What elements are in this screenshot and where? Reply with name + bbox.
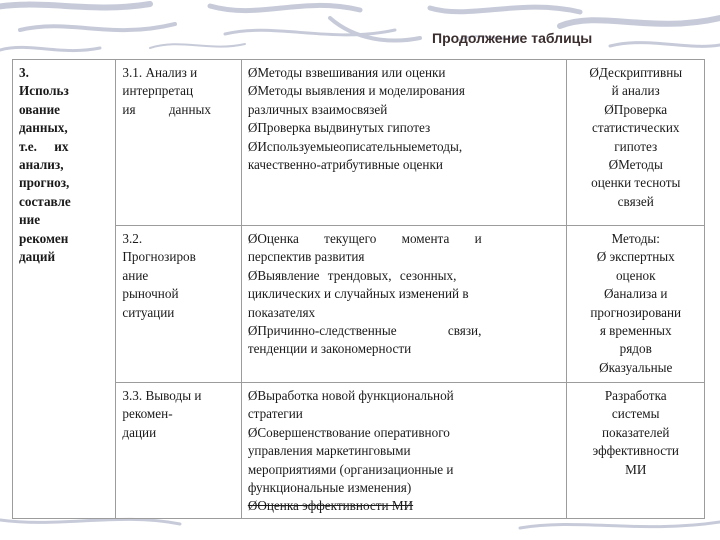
substage-line: рыночной (122, 286, 179, 302)
method-line: ØПричинно-следственные связи, (247, 323, 482, 339)
stage-line: рекомен (19, 230, 69, 246)
method-line: ØВыработка новой функциональной (247, 388, 454, 403)
tool-line: ØДескриптивны (589, 65, 683, 80)
substage-line: интерпретац (122, 83, 194, 99)
methods-cell (241, 226, 567, 383)
method-line: функциональные изменения) (247, 480, 412, 496)
continuation-heading: Продолжение таблицы (432, 30, 593, 46)
tool-line: Øанализа и (603, 286, 668, 302)
tool-line: Разработка (604, 388, 667, 403)
method-line: ØВыявление трендовых, сезонных, (247, 267, 457, 283)
tool-line: Ø экспертных (596, 249, 675, 265)
methods-cell (241, 60, 567, 226)
substage-cell (116, 60, 241, 226)
tool-line: я временных (599, 323, 672, 339)
stage-line: 3. (19, 65, 29, 80)
tool-line: рядов (619, 341, 652, 357)
stage-line: прогноз, (19, 175, 70, 191)
tools-cell (567, 226, 705, 383)
substage-line: ание (122, 267, 149, 283)
substage-cell (116, 383, 241, 519)
method-line: показателях (247, 304, 316, 320)
method-line: ØМетоды выявления и моделирования (247, 83, 465, 99)
tool-line: МИ (625, 461, 647, 477)
substage-line: 3.3. Выводы и (122, 388, 202, 403)
substage-line: Прогнозиров (122, 249, 196, 265)
method-line: ØМетоды взвешивания или оценки (247, 65, 446, 80)
tool-line: гипотез (614, 138, 658, 154)
tool-line: й анализ (611, 83, 660, 99)
tools-cell (567, 383, 705, 519)
method-line: управления маркетинговыми (247, 443, 411, 459)
tool-line: системы (611, 406, 660, 422)
method-line: ØСовершенствование оперативного (247, 424, 450, 440)
tool-line: показателей (601, 424, 670, 440)
tools-cell (567, 60, 705, 226)
substage-line: ситуации (122, 304, 175, 320)
substage-cell (116, 226, 241, 383)
substage-line: ия данных (122, 101, 211, 117)
stage-line: ние (19, 212, 41, 228)
method-line: ØОценка текущего момента и (247, 231, 482, 246)
stage-line: анализ, (19, 157, 64, 173)
table-row (13, 383, 705, 519)
method-line: качественно-атрибутивные оценки (247, 157, 443, 173)
tool-line: ØМетоды (608, 157, 663, 173)
stage-line: Использ (19, 83, 69, 99)
stage-line: ование (19, 101, 61, 117)
stage-line: даций (19, 249, 56, 265)
method-line: мероприятиями (организационные и (247, 461, 454, 477)
tool-line: статистических (591, 120, 680, 136)
tool-line: ØПроверка (604, 101, 668, 117)
substage-line: 3.1. Анализ и (122, 65, 198, 80)
tool-line: Øказуальные (599, 359, 673, 375)
method-line: тенденции и закономерности (247, 341, 412, 357)
substage-line: 3.2. (122, 231, 143, 246)
tool-line: связей (617, 193, 654, 209)
table-row (13, 60, 705, 226)
substage-line: дации (122, 424, 157, 440)
tool-line: Методы: (611, 231, 660, 246)
stage-line: составле (19, 193, 71, 209)
method-line: циклических и случайных изменений в (247, 286, 469, 302)
method-line: ØИспользуемыеописательныеметоды, (247, 138, 463, 154)
methods-cell (241, 383, 567, 519)
stage-line: т.е. их (19, 138, 69, 154)
methods-table (12, 59, 705, 519)
stage-line: данных, (19, 120, 68, 136)
stage-cell-usage (13, 60, 116, 519)
tool-line: оценок (615, 267, 656, 283)
method-line: ØПроверка выдвинутых гипотез (247, 120, 431, 136)
tool-line: эффективности (592, 443, 679, 459)
tool-line: оценки тесноты (591, 175, 681, 191)
method-line: перспектив развития (247, 249, 365, 265)
method-line: стратегии (247, 406, 303, 422)
table-row (13, 226, 705, 383)
method-line: различных взаимосвязей (247, 101, 388, 117)
substage-line: рекомен- (122, 406, 173, 422)
tool-line: прогнозировани (590, 304, 682, 320)
method-line: ØОценка эффективности МИ (247, 498, 414, 514)
